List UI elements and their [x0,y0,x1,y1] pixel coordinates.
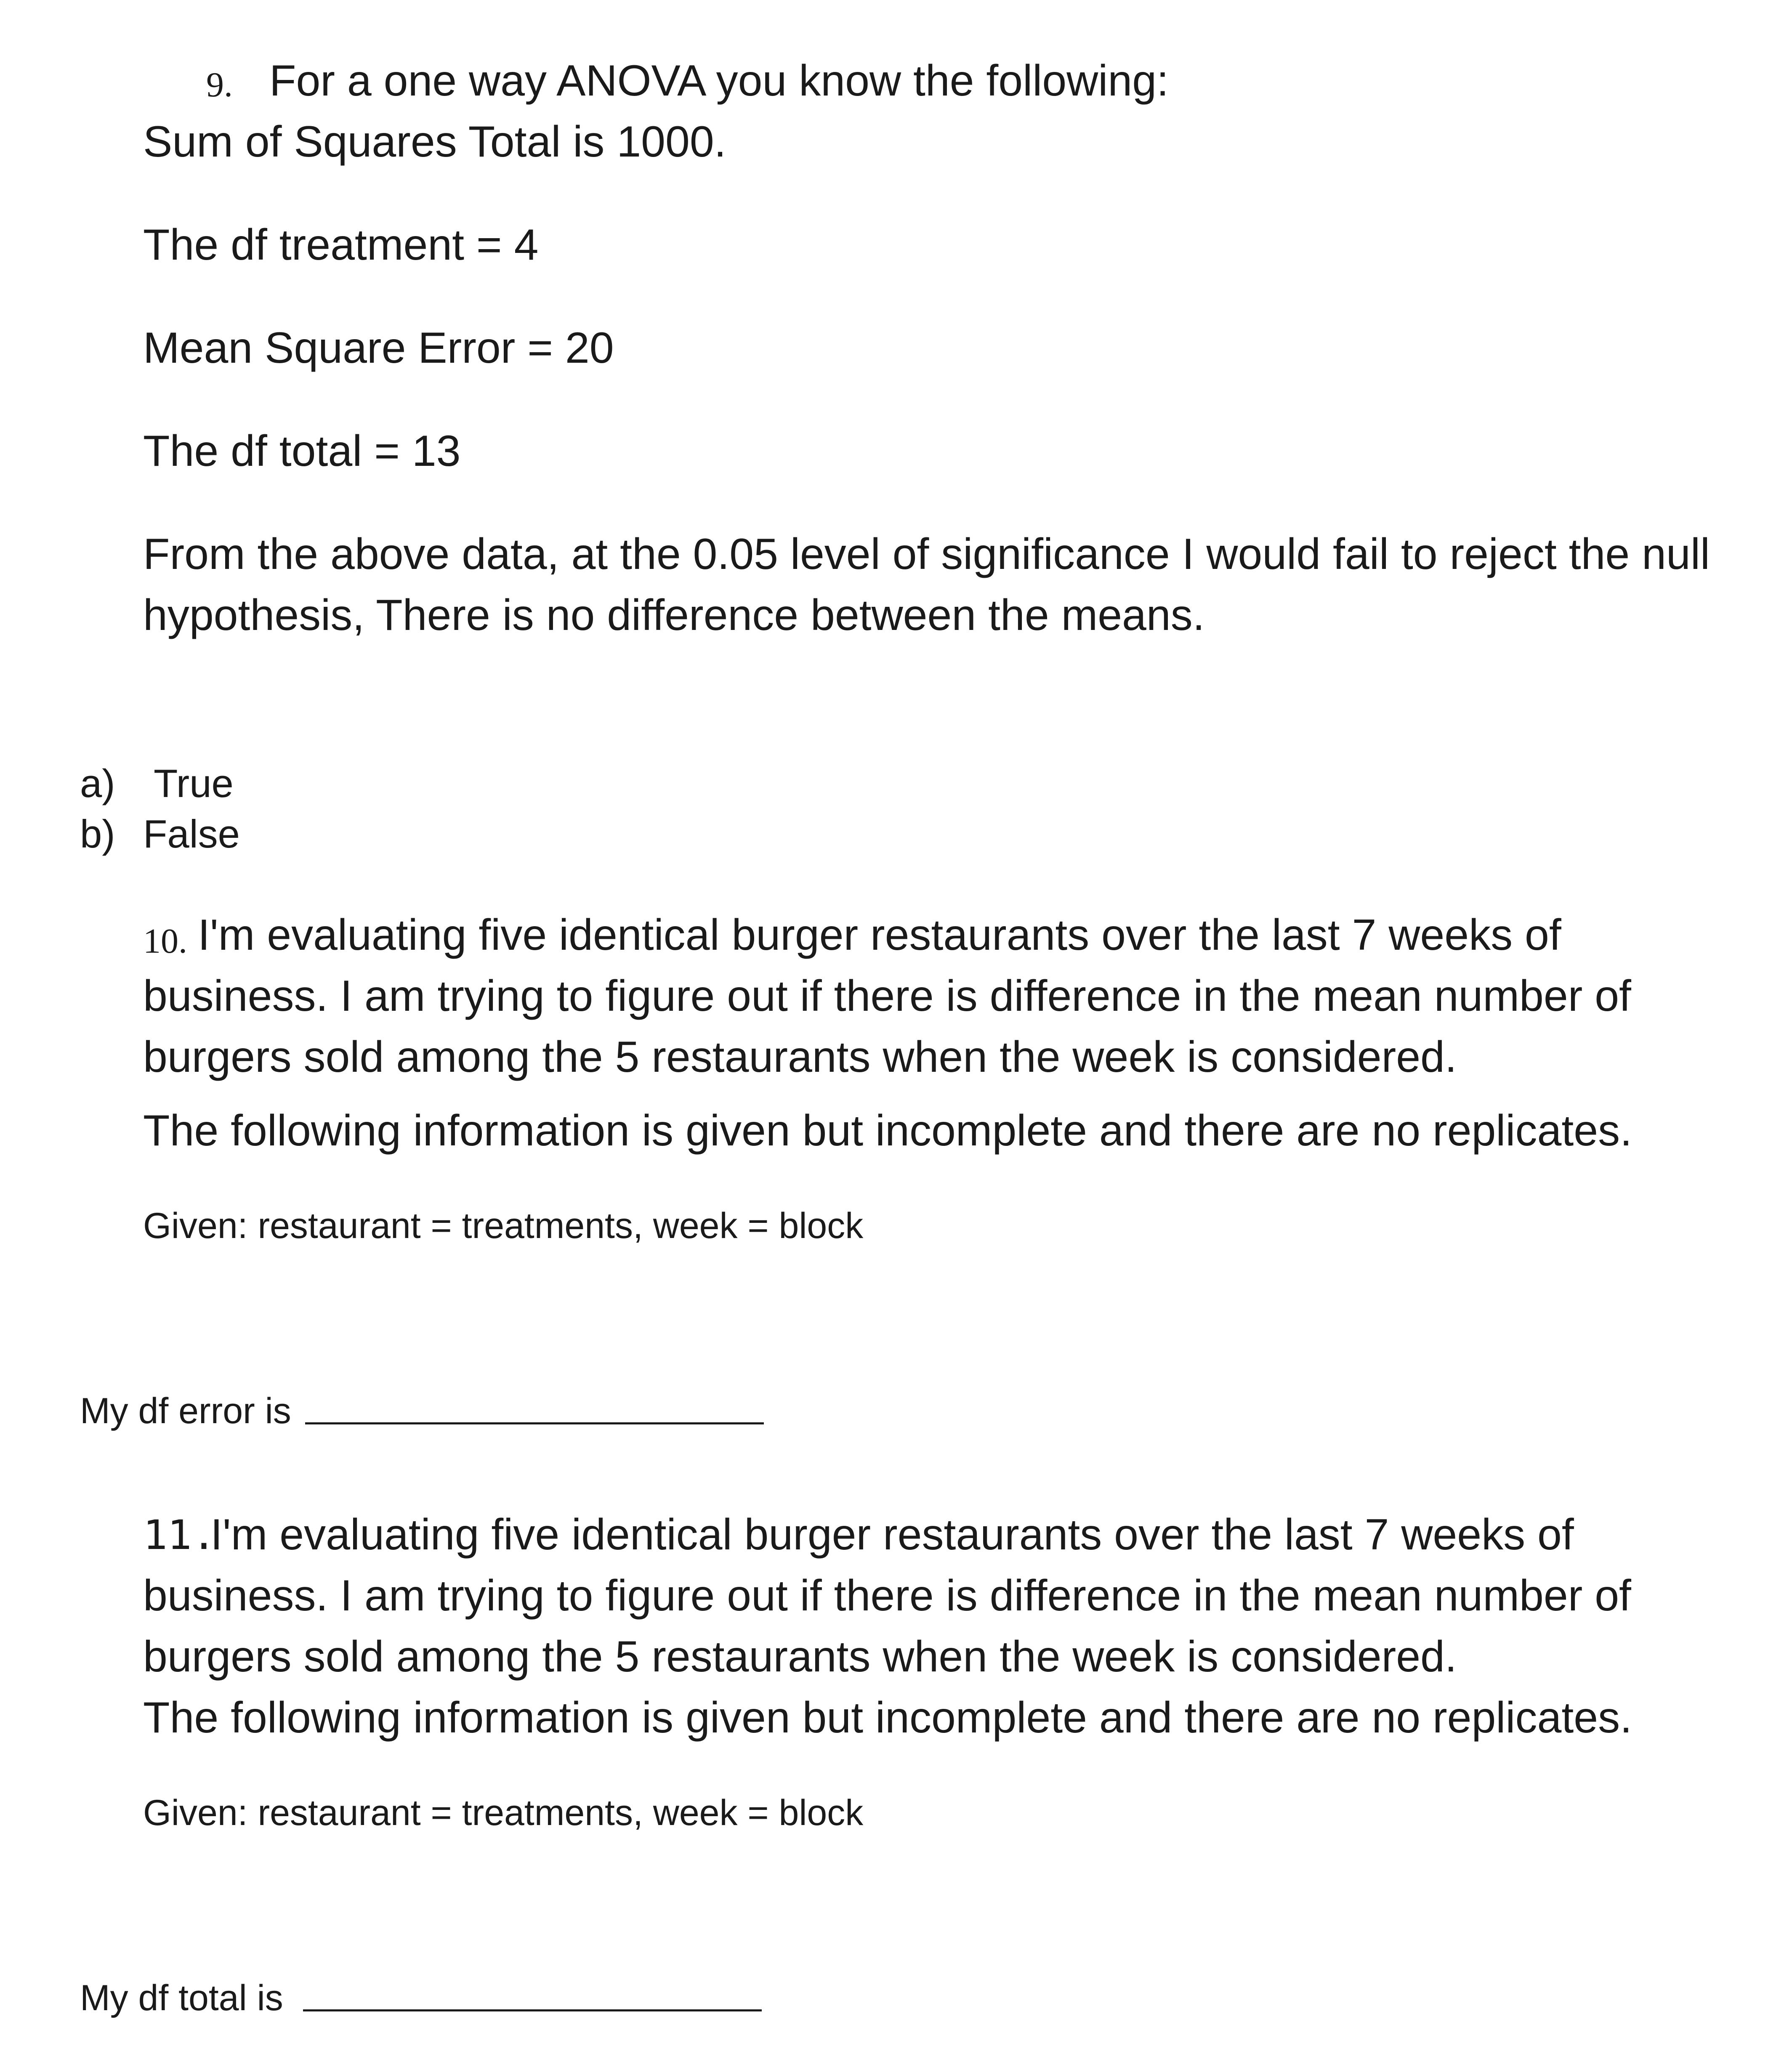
q10-answer-prompt: My df error is [80,1391,291,1431]
q11-number: 11. [143,1512,216,1559]
q11-line4: The following information is given but incomplete and there are no replicates. [143,1693,1632,1742]
q9-ss-total: Sum of Squares Total is 1000. [143,117,726,166]
q10-line4: The following information is given but incomplete and there are no replicates. [143,1106,1632,1155]
q10-given: Given: restaurant = treatments, week = block [143,1206,864,1246]
q10-line2: business. I am trying to figure out if there is difference in the mean number of [143,972,1631,1020]
q11-line3: burgers sold among the 5 restaurants when the week is considered. [143,1632,1457,1681]
q10-line1: I'm evaluating five identical burger restaurants over the last 7 weeks of [198,911,1561,959]
q9-stem: For a one way ANOVA you know the following: [269,56,1169,105]
q10-answer-blank[interactable] [305,1422,764,1424]
q11-answer-blank[interactable] [303,2009,762,2011]
q11-line2: business. I am trying to figure out if there is difference in the mean number of [143,1571,1631,1620]
q9-statement-line2: hypothesis, There is no difference between the means. [143,591,1205,640]
option-a-text[interactable]: True [154,761,234,805]
q9-df-treatment: The df treatment = 4 [143,221,539,269]
q11-answer-prompt: My df total is [80,1978,283,2018]
q10-number: 10. [143,922,187,961]
q9-df-total: The df total = 13 [143,427,461,476]
q9-mean-square-error: Mean Square Error = 20 [143,324,614,372]
q9-number: 9. [206,65,233,104]
q9-statement-line1: From the above data, at the 0.05 level of significance I would fail to reject the null [143,530,1710,579]
option-a-letter: a) [80,761,115,805]
option-b-text[interactable]: False [143,812,240,856]
q11-line1: I'm evaluating five identical burger restaurants over the last 7 weeks of [210,1510,1574,1559]
option-b-letter: b) [80,812,115,856]
q11-given: Given: restaurant = treatments, week = block [143,1793,864,1833]
q10-line3: burgers sold among the 5 restaurants when the week is considered. [143,1033,1457,1081]
